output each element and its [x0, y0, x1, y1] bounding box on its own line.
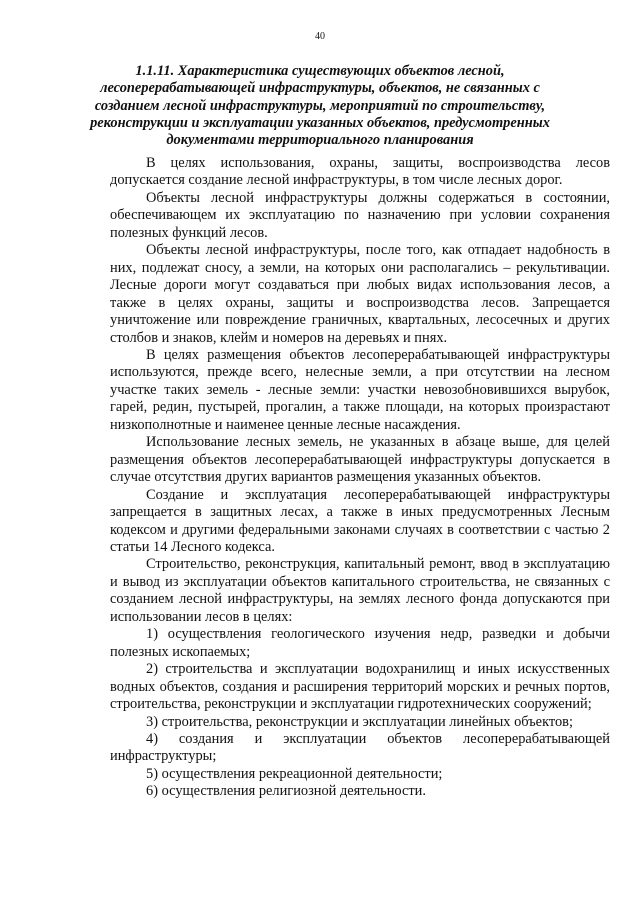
list-item: 6) осуществления религиозной деятельности. [146, 783, 426, 800]
paragraph: Использование лесных земель, не указанных в абзаце выше, для целей размещения объектов лесоперерабатывающей инфраструктуры допускается в случае отсутствия других вариантов размещения указанных объектов. [110, 434, 610, 486]
paragraph: Строительство, реконструкция, капитальный ремонт, ввод в эксплуатацию и вывод из эксплуатации объектов капитального строительства, не связанных с созданием лесной инфраструктуры, на землях лесного фонда допускаются при использовании лесов в целях: [110, 556, 610, 625]
paragraph: Создание и эксплуатация лесоперерабатывающей инфраструктуры запрещается в защитных лесах, а также в иных предусмотренных Лесным кодексом и другими федеральными законами случаях в соответствии с частью 2 статьи 14 Лесного кодекса. [110, 486, 610, 555]
list-item: 3) строительства, реконструкции и эксплуатации линейных объектов; [146, 713, 573, 730]
page-number: 40 [315, 31, 325, 42]
paragraph: В целях использования, охраны, защиты, воспроизводства лесов допускается создание лесной инфраструктуры, в том числе лесных дорог. [110, 155, 610, 189]
list-item: 2) строительства и эксплуатации водохранилищ и иных искусственных водных объектов, создания и расширения территорий морских и речных портов, строительства, реконструкции и эксплуатации гидротехнических сооружений; [110, 661, 610, 713]
body-text [110, 155, 610, 801]
paragraph: Объекты лесной инфраструктуры должны содержаться в состоянии, обеспечивающем их эксплуатацию по назначению при условии сохранения полезных функций лесов. [110, 189, 610, 241]
paragraph: Объекты лесной инфраструктуры, после того, как отпадает надобность в них, подлежат сносу, а земли, на которых они располагались – рекультивации. Лесные дороги могут создаваться при любых видах использования лесов, а также в целях охраны, защиты и воспроизводства лесов. Запрещается уничтожение или повреждение граничных, квартальных, лесосечных и других столбов и знаков, клейм и номеров на деревьях и пнях. [110, 242, 610, 346]
section-heading: 1.1.11. Характеристика существующих объектов лесной, лесоперерабатывающей инфраструктуры, объектов, не связанных с созданием лесной инфраструктуры, мероприятий по строительству, реконструкции и эксплуатации указанных объектов, предусмотренных документами территориального планирования [90, 63, 550, 149]
paragraph: В целях размещения объектов лесоперерабатывающей инфраструктуры используются, прежде всего, нелесные земли, а при отсутствии на лесном участке таких земель - лесные земли: участки невозобновившихся вырубок, гарей, редин, пустырей, прогалин, а также площади, на которых произрастают низкополнотные и наименее ценные лесные насаждения. [110, 346, 610, 433]
list-item: 5) осуществления рекреационной деятельности; [146, 765, 443, 782]
list-item: 4) создания и эксплуатации объектов лесоперерабатывающей инфраструктуры; [110, 730, 610, 765]
list-item: 1) осуществления геологического изучения недр, разведки и добычи полезных ископаемых; [110, 626, 610, 660]
